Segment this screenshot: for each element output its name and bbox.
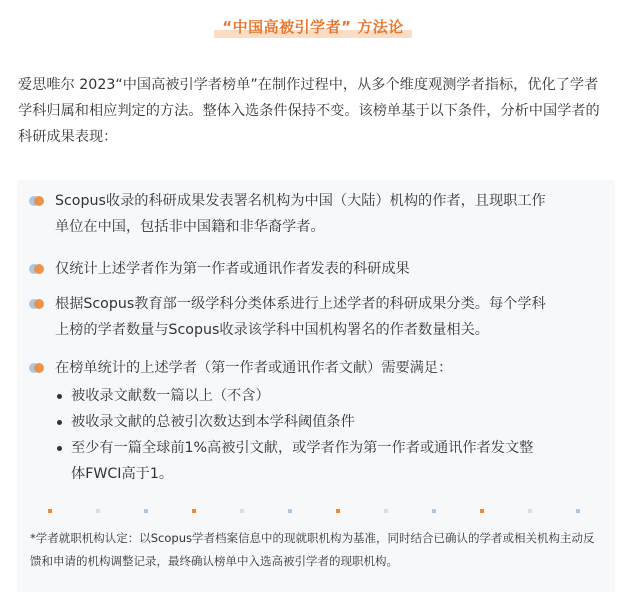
page-title xyxy=(218,16,407,37)
divider-dot xyxy=(288,509,292,513)
divider-dot xyxy=(384,509,388,513)
criterion-line: 在榜单统计的上述学者（第一作者或通讯作者文献）需要满足： xyxy=(55,360,453,376)
sub-criterion-item xyxy=(71,383,591,409)
criterion-line: 单位在中国，包括非中国籍和非华裔学者。 xyxy=(55,219,325,235)
criterion-item xyxy=(55,256,600,282)
sub-bullet-icon xyxy=(57,394,62,399)
dotted-divider xyxy=(48,509,588,513)
bullet-icon xyxy=(29,264,45,274)
divider-dot xyxy=(432,509,436,513)
divider-dot xyxy=(192,509,196,513)
criterion-line: 仅统计上述学者作为第一作者或通讯作者发表的科研成果 xyxy=(55,261,410,277)
bullet-icon xyxy=(29,299,45,309)
divider-dot xyxy=(576,509,580,513)
bullet-icon xyxy=(29,363,45,373)
divider-dot xyxy=(336,509,340,513)
divider-dot xyxy=(528,509,532,513)
divider-dot xyxy=(144,509,148,513)
sub-criterion-line: 至少有一篇全球前1%高被引文献，或学者作为第一作者或通讯作者发文整 xyxy=(71,440,534,456)
sub-criterion-line: 被收录文献的总被引次数达到本学科阈值条件 xyxy=(71,414,355,430)
divider-dot xyxy=(480,509,484,513)
bullet-icon xyxy=(29,196,45,206)
sub-criterion-item xyxy=(71,435,591,487)
criterion-item xyxy=(55,188,600,240)
sub-criterion-line: 体FWCI高于1。 xyxy=(71,466,174,482)
divider-dot xyxy=(48,509,52,513)
criterion-line: Scopus收录的科研成果发表署名机构为中国（大陆）机构的作者，且现职工作 xyxy=(55,193,546,209)
sub-criterion-line: 被收录文献数一篇以上（不含） xyxy=(71,388,270,404)
criterion-item xyxy=(55,291,600,343)
divider-dot xyxy=(96,509,100,513)
footnote: *学者就职机构认定：以Scopus学者档案信息中的现就职机构为基准，同时结合已确认的学者或相关机构主动反馈和申请的机构调整记录，最终确认榜单中入选高被引学者的现职机构。 xyxy=(30,531,595,568)
title-wrap xyxy=(0,16,626,37)
intro-paragraph: 爱思唯尔 2023“中国高被引学者榜单”在制作过程中，从多个维度观测学者指标，优化了学者学科归属和相应判定的方法。整体入选条件保持不变。该榜单基于以下条件，分析中国学者的科研成果表现： xyxy=(18,77,600,145)
criterion-line: 上榜的学者数量与Scopus收录该学科中国机构署名的作者数量相关。 xyxy=(55,322,489,338)
sub-criterion-item xyxy=(71,409,591,435)
divider-dot xyxy=(240,509,244,513)
criterion-item xyxy=(55,355,600,381)
page-title-text: “中国高被引学者” 方法论 xyxy=(222,18,404,36)
sub-bullet-icon xyxy=(57,446,62,451)
sub-bullet-icon xyxy=(57,420,62,425)
criterion-line: 根据Scopus教育部一级学科分类体系进行上述学者的科研成果分类。每个学科 xyxy=(55,296,546,312)
